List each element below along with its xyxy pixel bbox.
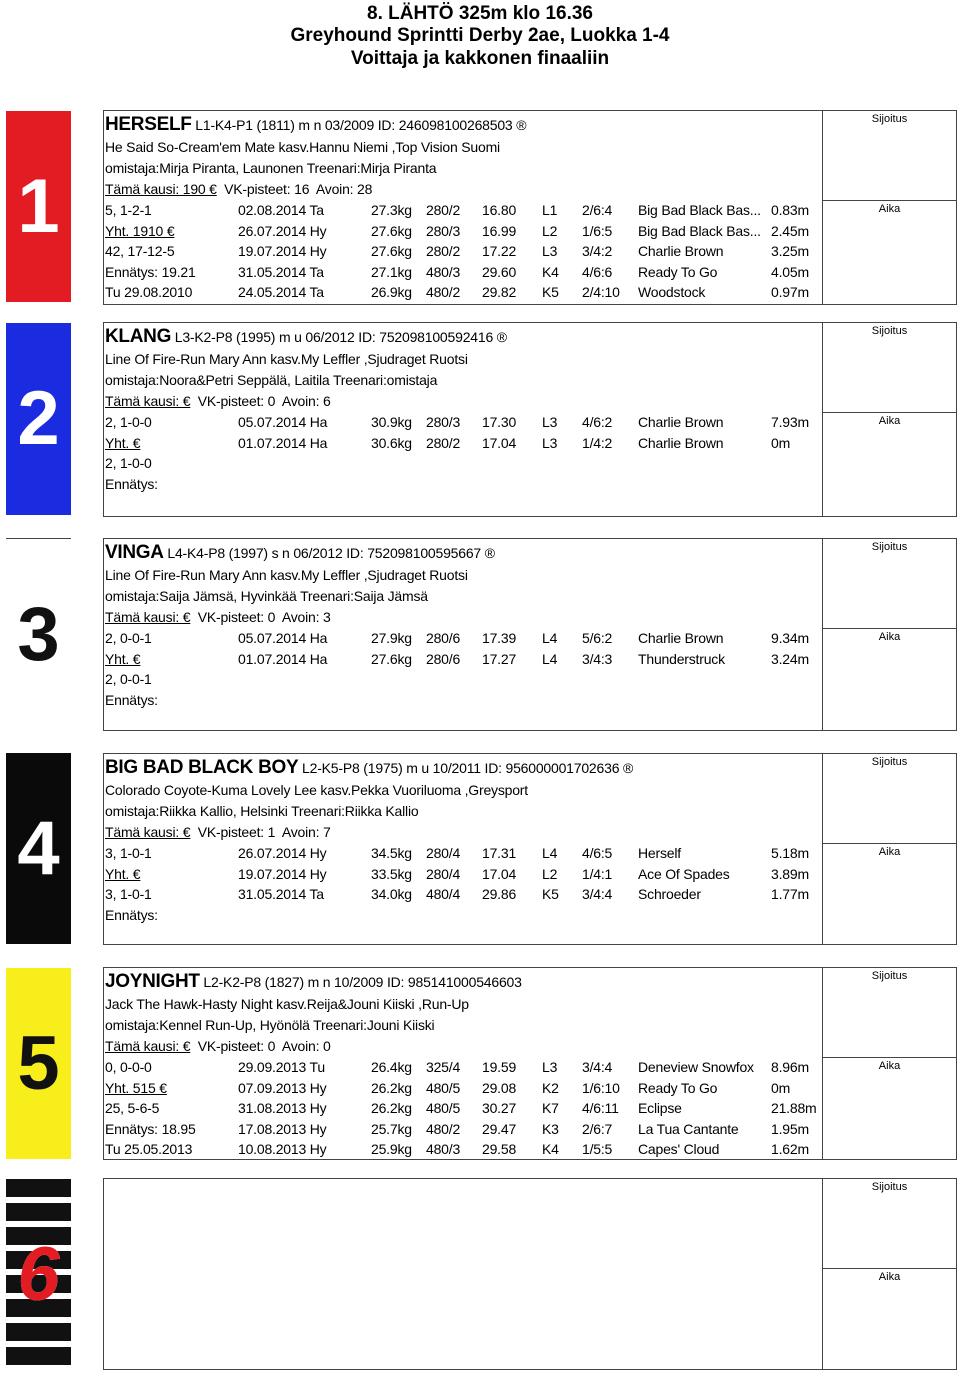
race-cell: Thunderstruck [638, 650, 725, 667]
race-cell: 26.2kg [371, 1079, 412, 1096]
race-cell: Charlie Brown [638, 414, 724, 430]
race-cell: 19.59 [482, 1059, 517, 1075]
dog-header [105, 970, 522, 994]
race-cell: Big Bad Black Bas... [638, 222, 761, 239]
dog-details: L3-K2-P8 (1995) m u 06/2012 ID: 752098100592416 ® [171, 329, 507, 345]
aika-label: Aika [878, 415, 901, 427]
stat-line: Yht. € [105, 865, 141, 882]
race-cell: 27.1kg [371, 263, 412, 280]
race-cell: 31.08.2013 Hy [238, 1100, 327, 1116]
race-cell: 1/4:2 [582, 434, 613, 451]
vk-points: VK-pisteet: 0 Avoin: 3 [190, 609, 331, 625]
race-cell: L2 [542, 222, 558, 239]
race-cell: 1/5:5 [582, 1141, 613, 1157]
race-cell: Capes' Cloud [638, 1141, 720, 1157]
season-earnings: Tämä kausi: € [105, 824, 191, 840]
race-cell: Charlie Brown [638, 243, 724, 259]
race-cell: La Tua Cantante [638, 1120, 739, 1137]
race-cell: 01.07.2014 Ha [238, 650, 328, 667]
race-cell: 16.99 [482, 222, 517, 239]
race-cell: 17.04 [482, 865, 517, 882]
trap-number: 1 [17, 163, 60, 249]
race-cell: 280/6 [426, 650, 461, 667]
race-cell: 3/4:2 [582, 243, 613, 259]
race-cell: 27.9kg [371, 630, 412, 646]
stat-line: Ennätys: 19.21 [105, 263, 196, 280]
race-cell: K5 [542, 886, 559, 902]
dog-name: BIG BAD BLACK BOY [105, 757, 299, 778]
race-cell: 29.82 [482, 284, 517, 300]
race-cell: L2 [542, 865, 558, 882]
race-cell: 17.22 [482, 243, 517, 259]
season-line [105, 1036, 331, 1056]
race-cell: 8.96m [771, 1059, 809, 1075]
vk-points: VK-pisteet: 16 Avoin: 28 [216, 181, 373, 197]
stat-line: Ennätys: [105, 906, 158, 923]
race-cell: 27.6kg [371, 243, 412, 259]
sijoitus-label: Sijoitus [823, 968, 956, 1058]
race-cell: 19.07.2014 Hy [238, 243, 327, 259]
season-line [105, 391, 331, 411]
result-box [822, 1179, 956, 1369]
vk-points: VK-pisteet: 0 Avoin: 0 [190, 1038, 331, 1054]
entry-info-box [103, 967, 957, 1160]
dog-name: JOYNIGHT [105, 971, 200, 992]
race-cell: Schroeder [638, 886, 701, 902]
stat-line: Tu 25.05.2013 [105, 1141, 193, 1157]
trap-number-block [6, 753, 71, 944]
dog-name: VINGA [105, 542, 164, 563]
stat-line: Ennätys: 18.95 [105, 1120, 196, 1137]
race-cell: L4 [542, 630, 558, 646]
race-cell: 26.07.2014 Hy [238, 222, 327, 239]
stat-line: 2, 1-0-0 [105, 414, 152, 430]
race-cell: 17.27 [482, 650, 517, 667]
race-cell: 4/6:5 [582, 845, 613, 861]
dog-details: L1-K4-P1 (1811) m n 03/2009 ID: 246098100268503 ® [191, 117, 527, 133]
race-cell: 27.3kg [371, 202, 412, 218]
stat-line: Ennätys: [105, 691, 158, 708]
race-cell: 7.93m [771, 414, 809, 430]
race-cell: 3.24m [771, 650, 809, 667]
race-cell: 280/3 [426, 222, 461, 239]
race-cell: Ace Of Spades [638, 865, 730, 882]
race-title: 8. LÄHTÖ 325m klo 16.36 [367, 3, 593, 24]
race-cell: 280/2 [426, 434, 461, 451]
dog-details: L2-K5-P8 (1975) m u 10/2011 ID: 956000001702636 ® [298, 760, 634, 776]
race-cell: 1.62m [771, 1141, 809, 1157]
entry-info-box [103, 322, 957, 517]
owner-trainer: omistaja:Kennel Run-Up, Hyönölä Treenari:Jouni Kiiski [105, 1017, 435, 1033]
race-cell: 4/6:2 [582, 414, 613, 430]
season-earnings: Tämä kausi: € [105, 1038, 191, 1054]
trap-number: 3 [17, 591, 60, 677]
race-cell: 10.08.2013 Hy [238, 1141, 327, 1157]
entry-info-box [103, 538, 957, 731]
race-cell: 480/5 [426, 1100, 461, 1116]
trap-number: 6 [17, 1231, 60, 1317]
season-earnings: Tämä kausi: € [105, 393, 191, 409]
race-cell: 0m [771, 1079, 791, 1096]
race-cell: 2/4:10 [582, 284, 620, 300]
race-cell: 25.9kg [371, 1141, 412, 1157]
dog-header [105, 541, 495, 565]
race-cell: 0.97m [771, 284, 809, 300]
race-cell: 07.09.2013 Hy [238, 1079, 327, 1096]
trap-number-block [6, 323, 71, 515]
race-cell: L3 [542, 243, 558, 259]
sijoitus-label: Sijoitus [823, 1179, 956, 1269]
trap-number-block [6, 1179, 71, 1370]
race-cell: 0.83m [771, 202, 809, 218]
entry-info-box [103, 753, 957, 945]
season-line [105, 822, 331, 842]
race-cell: 29.58 [482, 1141, 517, 1157]
race-cell: K4 [542, 1141, 559, 1157]
race-cell: 3/4:4 [582, 1059, 613, 1075]
aika-label: Aika [878, 203, 901, 215]
race-cell: 280/4 [426, 865, 461, 882]
stat-line: 2, 0-0-1 [105, 630, 152, 646]
race-cell: 2.45m [771, 222, 809, 239]
race-cell: Herself [638, 845, 681, 861]
race-cell: 34.5kg [371, 845, 412, 861]
stat-line: 0, 0-0-0 [105, 1059, 152, 1075]
stat-line: 25, 5-6-5 [105, 1100, 160, 1116]
stat-line: 2, 1-0-0 [105, 455, 152, 471]
race-cell: 1/4:1 [582, 865, 613, 882]
race-cell: 17.08.2013 Hy [238, 1120, 327, 1137]
race-cell: K3 [542, 1120, 559, 1137]
race-cell: 31.05.2014 Ta [238, 886, 324, 902]
race-cell: 01.07.2014 Ha [238, 434, 328, 451]
trap-number: 4 [17, 805, 60, 891]
owner-trainer: omistaja:Saija Jämsä, Hyvinkää Treenari:Saija Jämsä [105, 588, 428, 604]
owner-trainer: omistaja:Noora&Petri Seppälä, Laitila Treenari:omistaja [105, 372, 438, 388]
race-cell: Ready To Go [638, 1079, 718, 1096]
stat-line: Yht. 515 € [105, 1079, 167, 1096]
race-cell: K5 [542, 284, 559, 300]
race-cell: 480/3 [426, 1141, 461, 1157]
owner-trainer: omistaja:Riikka Kallio, Helsinki Treenari:Riikka Kallio [105, 803, 419, 819]
trap-number-block [6, 538, 71, 730]
race-cell: 1.95m [771, 1120, 809, 1137]
aika-label: Aika [878, 1060, 901, 1072]
race-cell: 29.09.2013 Tu [238, 1059, 325, 1075]
result-box [822, 968, 956, 1159]
sijoitus-label: Sijoitus [823, 323, 956, 413]
race-cell: 5.18m [771, 845, 809, 861]
dog-name: HERSELF [105, 114, 192, 135]
owner-trainer: omistaja:Mirja Piranta, Launonen Treenari:Mirja Piranta [105, 160, 437, 176]
race-cell: 17.31 [482, 845, 517, 861]
race-cell: 480/3 [426, 263, 461, 280]
stat-line: Tu 29.08.2010 [105, 284, 193, 300]
race-cell: 325/4 [426, 1059, 461, 1075]
result-box [822, 754, 956, 944]
trap-number: 5 [17, 1020, 60, 1106]
race-cell: 0m [771, 434, 791, 451]
race-cell: 26.2kg [371, 1100, 412, 1116]
dog-details: L4-K4-P8 (1997) s n 06/2012 ID: 752098100595667 ® [163, 545, 495, 561]
race-cell: 9.34m [771, 630, 809, 646]
race-cell: Charlie Brown [638, 434, 724, 451]
race-cell: 4.05m [771, 263, 809, 280]
sijoitus-label: Sijoitus [823, 539, 956, 629]
race-cell: 5/6:2 [582, 630, 613, 646]
race-cell: 30.9kg [371, 414, 412, 430]
season-line [105, 179, 372, 199]
race-cell: Big Bad Black Bas... [638, 202, 761, 218]
race-cell: 1/6:5 [582, 222, 613, 239]
race-cell: 05.07.2014 Ha [238, 414, 328, 430]
race-cell: 2/6:7 [582, 1120, 613, 1137]
race-cell: 05.07.2014 Ha [238, 630, 328, 646]
race-cell: 280/2 [426, 202, 461, 218]
race-cell: K4 [542, 263, 559, 280]
pedigree: Line Of Fire-Run Mary Ann kasv.My Leffler ,Sjudraget Ruotsi [105, 567, 468, 583]
race-cell: L1 [542, 202, 558, 218]
race-cell: Deneview Snowfox [638, 1059, 754, 1075]
race-cell: 4/6:6 [582, 263, 613, 280]
race-cell: 17.30 [482, 414, 517, 430]
sijoitus-label: Sijoitus [823, 111, 956, 201]
race-cell: 480/5 [426, 1079, 461, 1096]
race-cell: 280/2 [426, 243, 461, 259]
dog-details: L2-K2-P8 (1827) m n 10/2009 ID: 985141000546603 [199, 974, 522, 990]
sijoitus-label: Sijoitus [823, 754, 956, 844]
race-cell: Eclipse [638, 1100, 682, 1116]
race-cell: L3 [542, 434, 558, 451]
stat-line: 42, 17-12-5 [105, 243, 175, 259]
race-cell: L4 [542, 650, 558, 667]
season-earnings: Tämä kausi: € [105, 609, 191, 625]
race-cell: 3/4:3 [582, 650, 613, 667]
dog-header [105, 756, 633, 780]
race-cell: 26.07.2014 Hy [238, 845, 327, 861]
race-cell: K7 [542, 1100, 559, 1116]
race-cell: 3/4:4 [582, 886, 613, 902]
race-cell: 480/4 [426, 886, 461, 902]
race-cell: 27.6kg [371, 222, 412, 239]
race-note: Voittaja ja kakkonen finaaliin [350, 48, 610, 69]
dog-header [105, 113, 526, 137]
result-box [822, 323, 956, 516]
trap-number: 2 [17, 376, 60, 461]
stat-line: Yht. 1910 € [105, 222, 175, 239]
aika-label: Aika [878, 846, 901, 858]
stat-line: Ennätys: [105, 475, 158, 492]
race-cell: 30.6kg [371, 434, 412, 451]
race-cell: 280/4 [426, 845, 461, 861]
aika-label: Aika [878, 631, 901, 643]
stat-line: 3, 1-0-1 [105, 886, 152, 902]
race-cell: L3 [542, 1059, 558, 1075]
race-name: Greyhound Sprintti Derby 2ae, Luokka 1-4 [290, 25, 670, 46]
entry-info-box [103, 1178, 957, 1370]
race-cell: 26.4kg [371, 1059, 412, 1075]
race-cell: 24.05.2014 Ta [238, 284, 324, 300]
race-cell: 29.08 [482, 1079, 517, 1096]
race-cell: 29.86 [482, 886, 517, 902]
race-cell: 2/6:4 [582, 202, 613, 218]
race-cell: 29.60 [482, 263, 517, 280]
race-cell: 17.39 [482, 630, 517, 646]
race-cell: Woodstock [638, 284, 706, 300]
pedigree: Colorado Coyote-Kuma Lovely Lee kasv.Pekka Vuoriluoma ,Greysport [105, 782, 528, 798]
result-box [822, 111, 956, 304]
race-cell: 17.04 [482, 434, 517, 451]
race-cell: 3.89m [771, 865, 809, 882]
trap-number-block [6, 968, 71, 1159]
result-box [822, 539, 956, 730]
race-cell: 30.27 [482, 1100, 517, 1116]
race-cell: 19.07.2014 Hy [238, 865, 327, 882]
race-cell: 29.47 [482, 1120, 517, 1137]
vk-points: VK-pisteet: 0 Avoin: 6 [190, 393, 331, 409]
race-cell: 25.7kg [371, 1120, 412, 1137]
race-cell: 16.80 [482, 202, 517, 218]
stat-line: 3, 1-0-1 [105, 845, 152, 861]
race-cell: Ready To Go [638, 263, 718, 280]
pedigree: He Said So-Cream'em Mate kasv.Hannu Niemi ,Top Vision Suomi [105, 139, 500, 155]
race-cell: 480/2 [426, 1120, 461, 1137]
race-cell: Charlie Brown [638, 630, 724, 646]
season-earnings: Tämä kausi: 190 € [105, 181, 217, 197]
race-cell: 02.08.2014 Ta [238, 202, 324, 218]
stat-line: 2, 0-0-1 [105, 671, 152, 687]
race-cell: 280/6 [426, 630, 461, 646]
race-cell: 33.5kg [371, 865, 412, 882]
race-cell: 34.0kg [371, 886, 412, 902]
stat-line: Yht. € [105, 650, 141, 667]
race-cell: L3 [542, 414, 558, 430]
race-cell: 27.6kg [371, 650, 412, 667]
race-cell: 1/6:10 [582, 1079, 620, 1096]
trap-number-block [6, 111, 71, 302]
entry-info-box [103, 110, 957, 305]
race-cell: 26.9kg [371, 284, 412, 300]
race-cell: 1.77m [771, 886, 809, 902]
aika-label: Aika [878, 1271, 901, 1283]
race-cell: 21.88m [771, 1100, 817, 1116]
pedigree: Line Of Fire-Run Mary Ann kasv.My Leffler ,Sjudraget Ruotsi [105, 351, 468, 367]
stat-line: 5, 1-2-1 [105, 202, 152, 218]
race-cell: 3.25m [771, 243, 809, 259]
pedigree: Jack The Hawk-Hasty Night kasv.Reija&Jouni Kiiski ,Run-Up [105, 996, 469, 1012]
dog-header [105, 325, 507, 349]
race-cell: L4 [542, 845, 558, 861]
vk-points: VK-pisteet: 1 Avoin: 7 [190, 824, 331, 840]
race-cell: K2 [542, 1079, 559, 1096]
stat-line: Yht. € [105, 434, 141, 451]
race-cell: 31.05.2014 Ta [238, 263, 324, 280]
race-cell: 4/6:11 [582, 1100, 619, 1116]
race-cell: 480/2 [426, 284, 461, 300]
dog-name: KLANG [105, 326, 172, 347]
season-line [105, 607, 331, 627]
race-cell: 280/3 [426, 414, 461, 430]
